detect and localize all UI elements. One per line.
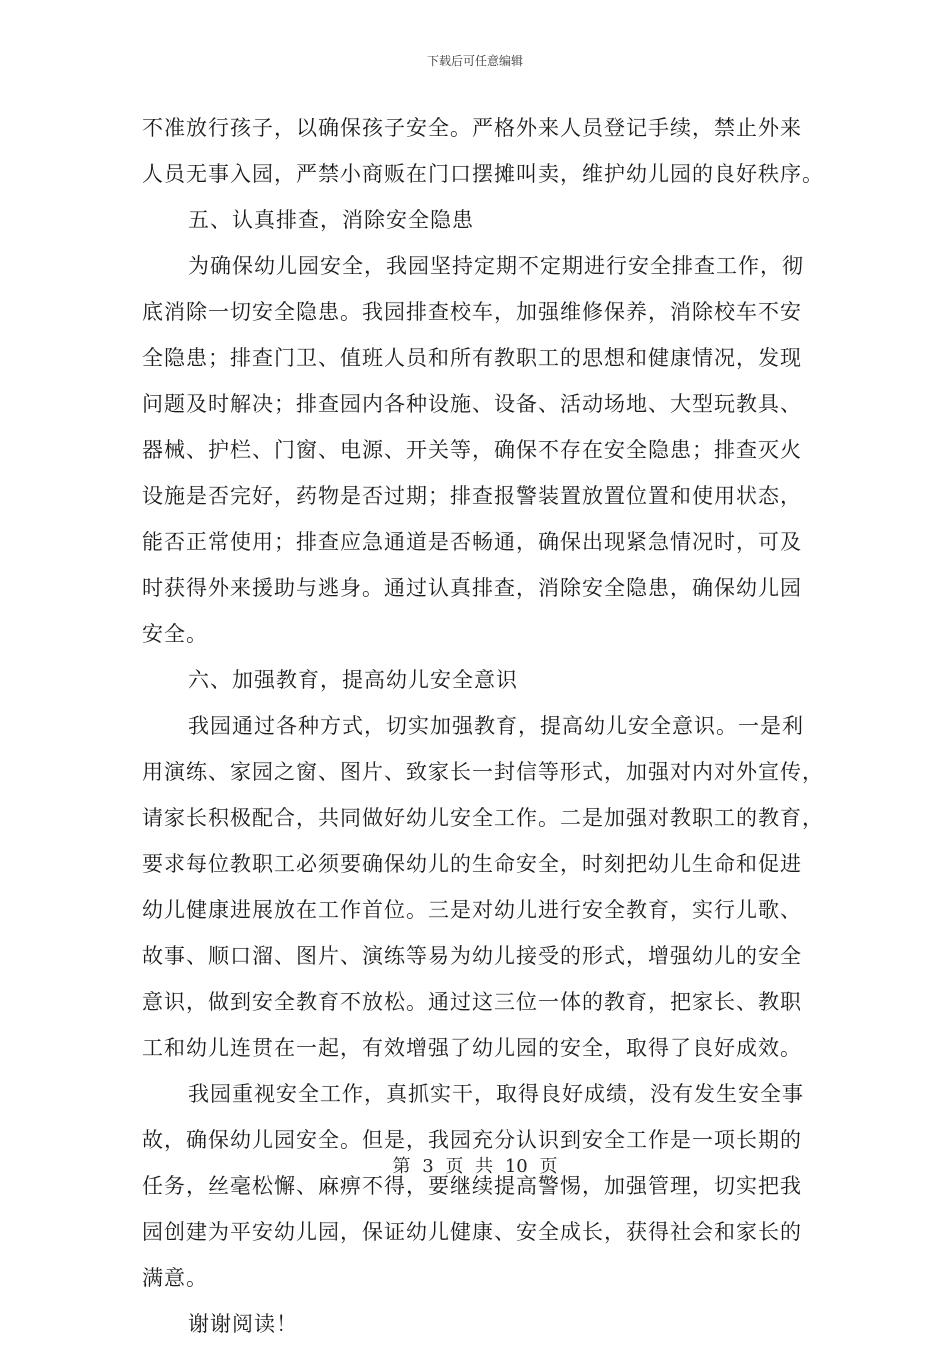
text-line: 请家长积极配合，共同做好幼儿安全工作。二是加强对教职工的教育， xyxy=(142,806,824,830)
page-header: 下载后可任意编辑 xyxy=(426,54,523,68)
text-line: 器械、护栏、门窗、电源、开关等，确保不存在安全隐患；排查灭火 xyxy=(142,438,802,462)
text-line: 满意。 xyxy=(142,1266,208,1290)
text-line: 故，确保幼儿园安全。但是，我园充分认识到安全工作是一项长期的 xyxy=(142,1128,802,1152)
text-line: 为确保幼儿园安全，我园坚持定期不定期进行安全排查工作，彻 xyxy=(188,254,804,278)
text-line: 幼儿健康进展放在工作首位。三是对幼儿进行安全教育，实行儿歌、 xyxy=(142,898,802,922)
text-line: 设施是否完好，药物是否过期；排查报警装置放置位置和使用状态， xyxy=(142,484,802,508)
text-line: 任务，丝毫松懈、麻痹不得，要继续提高警惕，加强管理，切实把我 xyxy=(142,1174,802,1198)
text-line: 故事、顺口溜、图片、演练等易为幼儿接受的形式，增强幼儿的安全 xyxy=(142,944,802,968)
text-line: 能否正常使用；排查应急通道是否畅通，确保出现紧急情况时，可及 xyxy=(142,530,802,554)
text-line: 工和幼儿连贯在一起，有效增强了幼儿园的安全，取得了良好成效。 xyxy=(142,1036,802,1060)
text-line: 六、加强教育，提高幼儿安全意识 xyxy=(188,668,518,692)
text-line: 用演练、家园之窗、图片、致家长一封信等形式，加强对内对外宣传， xyxy=(142,760,824,784)
text-line: 谢谢阅读！ xyxy=(188,1312,298,1336)
text-line: 我园重视安全工作，真抓实干，取得良好成绩，没有发生安全事 xyxy=(188,1082,804,1106)
text-line: 问题及时解决；排查园内各种设施、设备、活动场地、大型玩教具、 xyxy=(142,392,802,416)
page-footer: 第 3 页 共 10 页 xyxy=(392,1156,558,1177)
text-line: 底消除一切安全隐患。我园排查校车，加强维修保养，消除校车不安 xyxy=(142,300,802,324)
text-line: 全隐患；排查门卫、值班人员和所有教职工的思想和健康情况，发现 xyxy=(142,346,802,370)
text-line: 园创建为平安幼儿园，保证幼儿健康、安全成长，获得社会和家长的 xyxy=(142,1220,802,1244)
text-line: 时获得外来援助与逃身。通过认真排查，消除安全隐患，确保幼儿园 xyxy=(142,576,802,600)
text-line: 安全。 xyxy=(142,622,208,646)
text-line: 要求每位教职工必须要确保幼儿的生命安全，时刻把幼儿生命和促进 xyxy=(142,852,802,876)
text-line: 人员无事入园，严禁小商贩在门口摆摊叫卖，维护幼儿园的良好秩序。 xyxy=(142,162,824,186)
text-line: 不准放行孩子，以确保孩子安全。严格外来人员登记手续，禁止外来 xyxy=(142,116,802,140)
text-line: 五、认真排查，消除安全隐患 xyxy=(188,208,474,232)
text-line: 我园通过各种方式，切实加强教育，提高幼儿安全意识。一是利 xyxy=(188,714,804,738)
text-line: 意识，做到安全教育不放松。通过这三位一体的教育，把家长、教职 xyxy=(142,990,802,1014)
